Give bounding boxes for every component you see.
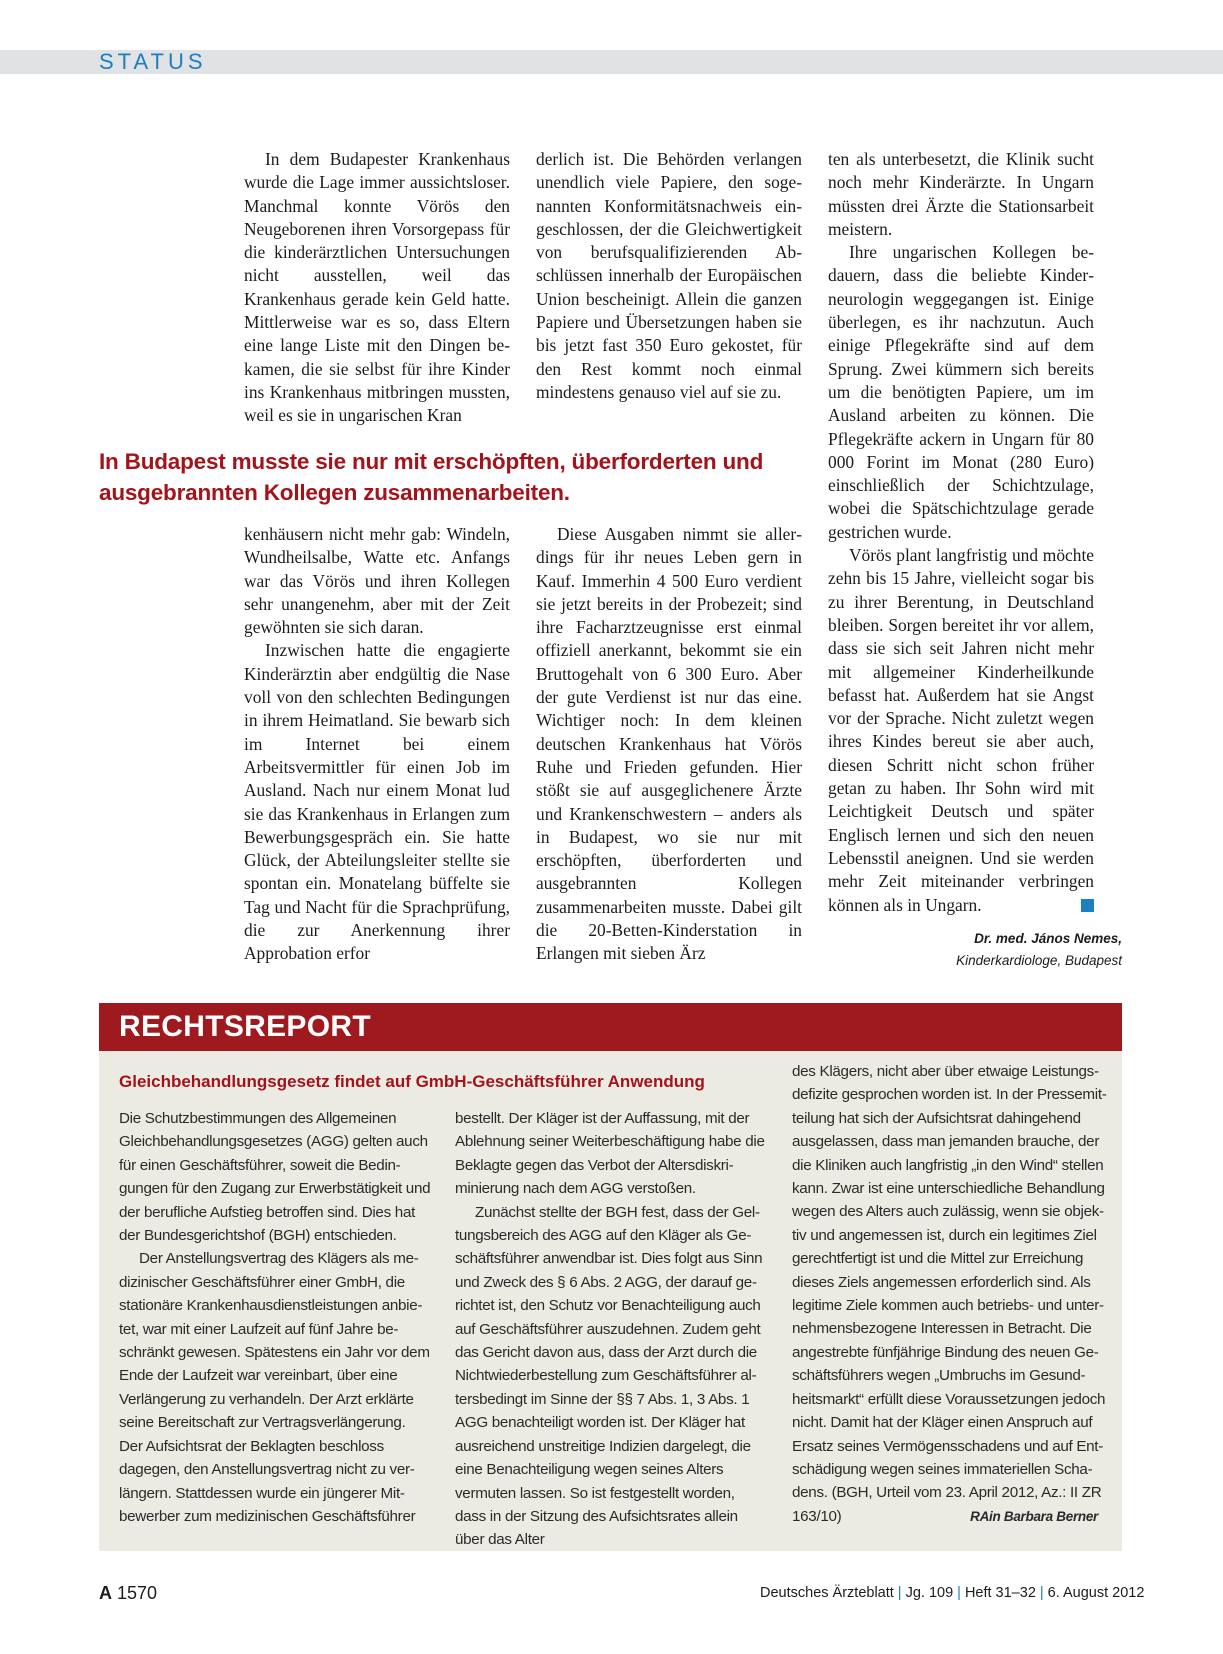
journal-volume: Jg. 109 bbox=[905, 1585, 954, 1601]
paragraph: Diese Ausgaben nimmt sie allerdings für ihr neues Leben gern in Kauf. Immerhin 4 500 Euro verdient sie jetzt bereits in der Probezeit; sind ihre Facharztzeugnisse erst einmal offiziell anerkannt, bekommt sie ein Bruttogehalt von 6 300 Euro. Aber der gute Verdienst ist nur das eine. Wichtiger noch: In dem kleinen deutschen Krankenhaus hat Vörös Ruhe und Frieden gefunden. Hier stößt sie auf ausgeglichenere Ärzte und Krankenschwestern – anders als in Budapest, wo sie nur mit erschöpften, überforderten und ausgebrannten Kollegen zusammenarbeiten musste. Dabei gilt die 20-Betten-Kinderstation in Erlangen mit sieben Ärz bbox=[536, 524, 802, 964]
journal-name: Deutsches Ärzteblatt bbox=[760, 1585, 894, 1601]
author-role: Kinderkardiologe, Budapest bbox=[956, 953, 1122, 968]
article-column-1-bottom bbox=[244, 523, 510, 966]
paragraph bbox=[792, 1060, 1110, 1528]
paragraph: Zunächst stellte der BGH fest, dass der Geltungsbereich des AGG auf den Kläger als Geschäftsführer anwendbar ist. Dies folgt aus Sinn und Zweck des § 6 Abs. 2 AGG, der darauf gerichtet ist, den Schutz vor Benachteiligung auch auf Geschäftsführer auszudehnen. Zudem geht das Gericht davon aus, dass der Arzt durch die Nichtwiederbestellung zum Geschäftsführer altersbedingt im Sinne der §§ 7 Abs. 1, 3 Abs. 1 AGG benachteiligt worden ist. Der Kläger hat ausreichend unstreitige Indizien dargelegt, die eine Benachteiligung wegen seines Alters vermuten lassen. So ist festgestellt worden, dass in der Sitzung des Aufsichtsrates allein über das Alter bbox=[455, 1203, 763, 1549]
page-number bbox=[99, 1583, 157, 1604]
page-prefix: A bbox=[99, 1583, 112, 1603]
paragraph: ten als unterbesetzt, die Klinik sucht noch mehr Kinderärzte. In Ungarn müssten drei Ärzte die Stationsarbeit meistern. bbox=[828, 149, 1094, 239]
paragraph: Der Anstellungsvertrag des Klägers als medizinischer Geschäftsführer einer GmbH, die stationäre Krankenhausdienstleistungen anbietet, war mit einer Laufzeit auf fünf Jahre beschränkt gewesen. Spätestens ein Jahr vor dem Ende der Laufzeit war vereinbart, über eine Verlängerung zu verhandeln. Der Arzt erklärte seine Bereitschaft zur Vertragsverlängerung. Der Aufsichtsrat der Beklagten beschloss dagegen, den Anstellungsvertrag nicht zu verlängern. Stattdessen wurde ein jüngerer Mitbewerber zum medizinischen Geschäftsführer bbox=[119, 1250, 430, 1525]
paragraph: Inzwischen hatte die engagierte Kinderärztin aber endgültig die Nase voll von den schlechten Bedingungen in ihrem Heimatland. Sie bewarb sich im Internet bei einem Arbeitsvermittler für einen Job im Ausland. Nach nur einem Monat lud sie das Krankenhaus in Erlangen zum Bewerbungsgespräch ein. Sie hatte Glück, der Abteilungsleiter stellte sie spontan ein. Monatelang büffelte sie Tag und Nacht für die Sprachprüfung, die zur Anerkennung ihrer Approbation erfor bbox=[244, 640, 510, 964]
section-label: STATUS bbox=[99, 49, 207, 74]
article-column-1-top bbox=[244, 148, 510, 428]
paragraph: Die Schutzbestimmungen des Allgemeinen Gleichbehandlungsgesetzes (AGG) gelten auch für einen Geschäftsführer, soweit die Bedingungen für den Zugang zur Erwerbstätigkeit und der berufliche Aufstieg betroffen sind. Dies hat der Bundesgerichtshof (BGH) entschieden. bbox=[119, 1110, 431, 1245]
separator: | bbox=[957, 1585, 961, 1601]
rechtsreport-title: RECHTSREPORT bbox=[119, 1010, 371, 1043]
separator: | bbox=[897, 1585, 902, 1601]
author-name: Dr. med. János Nemes, bbox=[974, 931, 1122, 946]
end-mark-icon bbox=[1081, 899, 1094, 912]
paragraph: derlich ist. Die Behörden verlangen unendlich viele Papiere, den sogenannten Konformitätsnachweis eingeschlossen, der die Gleichwertigkeit von berufsqualifizierenden Abschlüssen innerhalb der Europäischen Union bescheinigt. Allein die ganzen Papiere und Übersetzungen haben sie bis jetzt fast 350 Euro gekostet, für den Rest kommt noch einmal mindestens genauso viel auf sie zu. bbox=[536, 149, 802, 402]
page-number-value: 1570 bbox=[117, 1583, 158, 1603]
journal-issue: Heft 31–32 bbox=[964, 1585, 1036, 1601]
journal-date: 6. August 2012 bbox=[1047, 1585, 1145, 1601]
rechtsreport-column-3 bbox=[792, 1060, 1110, 1528]
separator: | bbox=[1039, 1585, 1044, 1601]
pull-quote: In Budapest musste sie nur mit erschöpften, überforderten und ausgebrannten Kollegen zusammenarbeiten. bbox=[99, 449, 764, 505]
rechtsreport-author: RAin Barbara Berner bbox=[970, 1508, 1098, 1524]
rechtsreport-column-1 bbox=[119, 1107, 431, 1528]
rechtsreport-column-2 bbox=[455, 1107, 767, 1552]
rechtsreport-subtitle: Gleichbehandlungsgesetz findet auf GmbH-Geschäftsführer Anwendung bbox=[119, 1072, 705, 1091]
paragraph: bestellt. Der Kläger ist der Auffassung, mit der Ablehnung seiner Weiterbeschäftigung habe die Beklagte gegen das Verbot der Altersdiskriminierung nach dem AGG verstoßen. bbox=[455, 1110, 765, 1198]
paragraph: In dem Budapester Krankenhaus wurde die Lage immer aussichtsloser. Manchmal konnte Vörös den Neugeborenen ihren Vorsorgepass für die kinderärztlichen Untersuchungen nicht ausstellen, weil das Krankenhaus gerade kein Geld hatte. Mittlerweise war es so, dass Eltern eine lange Liste mit den Dingen bekamen, die sie selbst für ihre Kinder ins Krankenhaus mitbringen mussten, weil es sie in ungarischen Kran bbox=[244, 149, 510, 426]
article-column-3 bbox=[828, 148, 1094, 917]
paragraph-text: Vörös plant langfristig und möchte zehn bis 15 Jahre, vielleicht sogar bis zu ihrer Berentung, in Deutschland bleiben. Sorgen bereitet ihr vor allem, dass sie sich seit Jahren nicht mehr mit allgemeiner Kinderheilkunde befasst hat. Außerdem hat sie Angst vor der Sprache. Nicht zuletzt wegen ihres Kindes bereut sie aber auch, diesen Schritt nicht schon früher getan zu haben. Ihr Sohn wird mit Leichtigkeit Deutsch und später Englisch lernen und sich den neuen Lebensstil aneignen. Und sie werden mehr Zeit miteinander verbringen können als in Ungarn. bbox=[828, 545, 1094, 915]
paragraph-text: des Klägers, nicht aber über etwaige Leistungsdefizite gesprochen worden ist. In der Pressemitteilung hat sich der Aufsichtsrat dahingehend ausgelassen, dass man jemanden brauche, der die Kliniken auch langfristig „in den Wind“ stellen kann. Zwar ist eine unterschiedliche Behandlung wegen des Alters auch zulässig, wenn sie objektiv und angemessen ist, durch ein legitimes Ziel gerechtfertigt ist und die Mittel zur Erreichung dieses Ziels angemessen erforderlich sind. Als legitime Ziele kommen auch betriebs- und unternehmensbezogene Interessen in Betracht. Die angestrebte fünfjährige Bindung des neuen Geschäftsführers wegen „Umbruchs im Gesundheitsmarkt“ erfüllt diese Voraussetzungen jedoch nicht. Damit hat der Kläger einen Anspruch auf Ersatz seines Vermögensschadens und auf Entschädigung wegen seines immateriellen Schadens. (BGH, Urteil vom 23. April 2012, Az.: II ZR 163/10) bbox=[792, 1063, 1107, 1525]
article-column-2-bottom bbox=[536, 523, 802, 966]
paragraph bbox=[828, 544, 1094, 917]
journal-info bbox=[760, 1585, 1145, 1601]
article-column-2-top bbox=[536, 148, 802, 404]
paragraph: Ihre ungarischen Kollegen bedauern, dass die beliebte Kinderneurologin weggegangen ist. Einige überlegen, es ihr nachzutun. Auch einige Pflegekräfte sind auf dem Sprung. Zwei kümmern sich bereits um die benötigten Papiere, um im Ausland arbeiten zu können. Die Pflegekräfte ackern in Ungarn für 80 000 Forint im Monat (280 Euro) einschließlich der Schichtzulage, wobei die Spätschichtzulage gerade gestrichen wurde. bbox=[828, 242, 1094, 542]
paragraph: kenhäusern nicht mehr gab: Windeln, Wundheilsalbe, Watte etc. Anfangs war das Vörös und ihren Kollegen sehr unangenehm, aber mit der Zeit gewöhnten sie sich daran. bbox=[244, 524, 510, 638]
